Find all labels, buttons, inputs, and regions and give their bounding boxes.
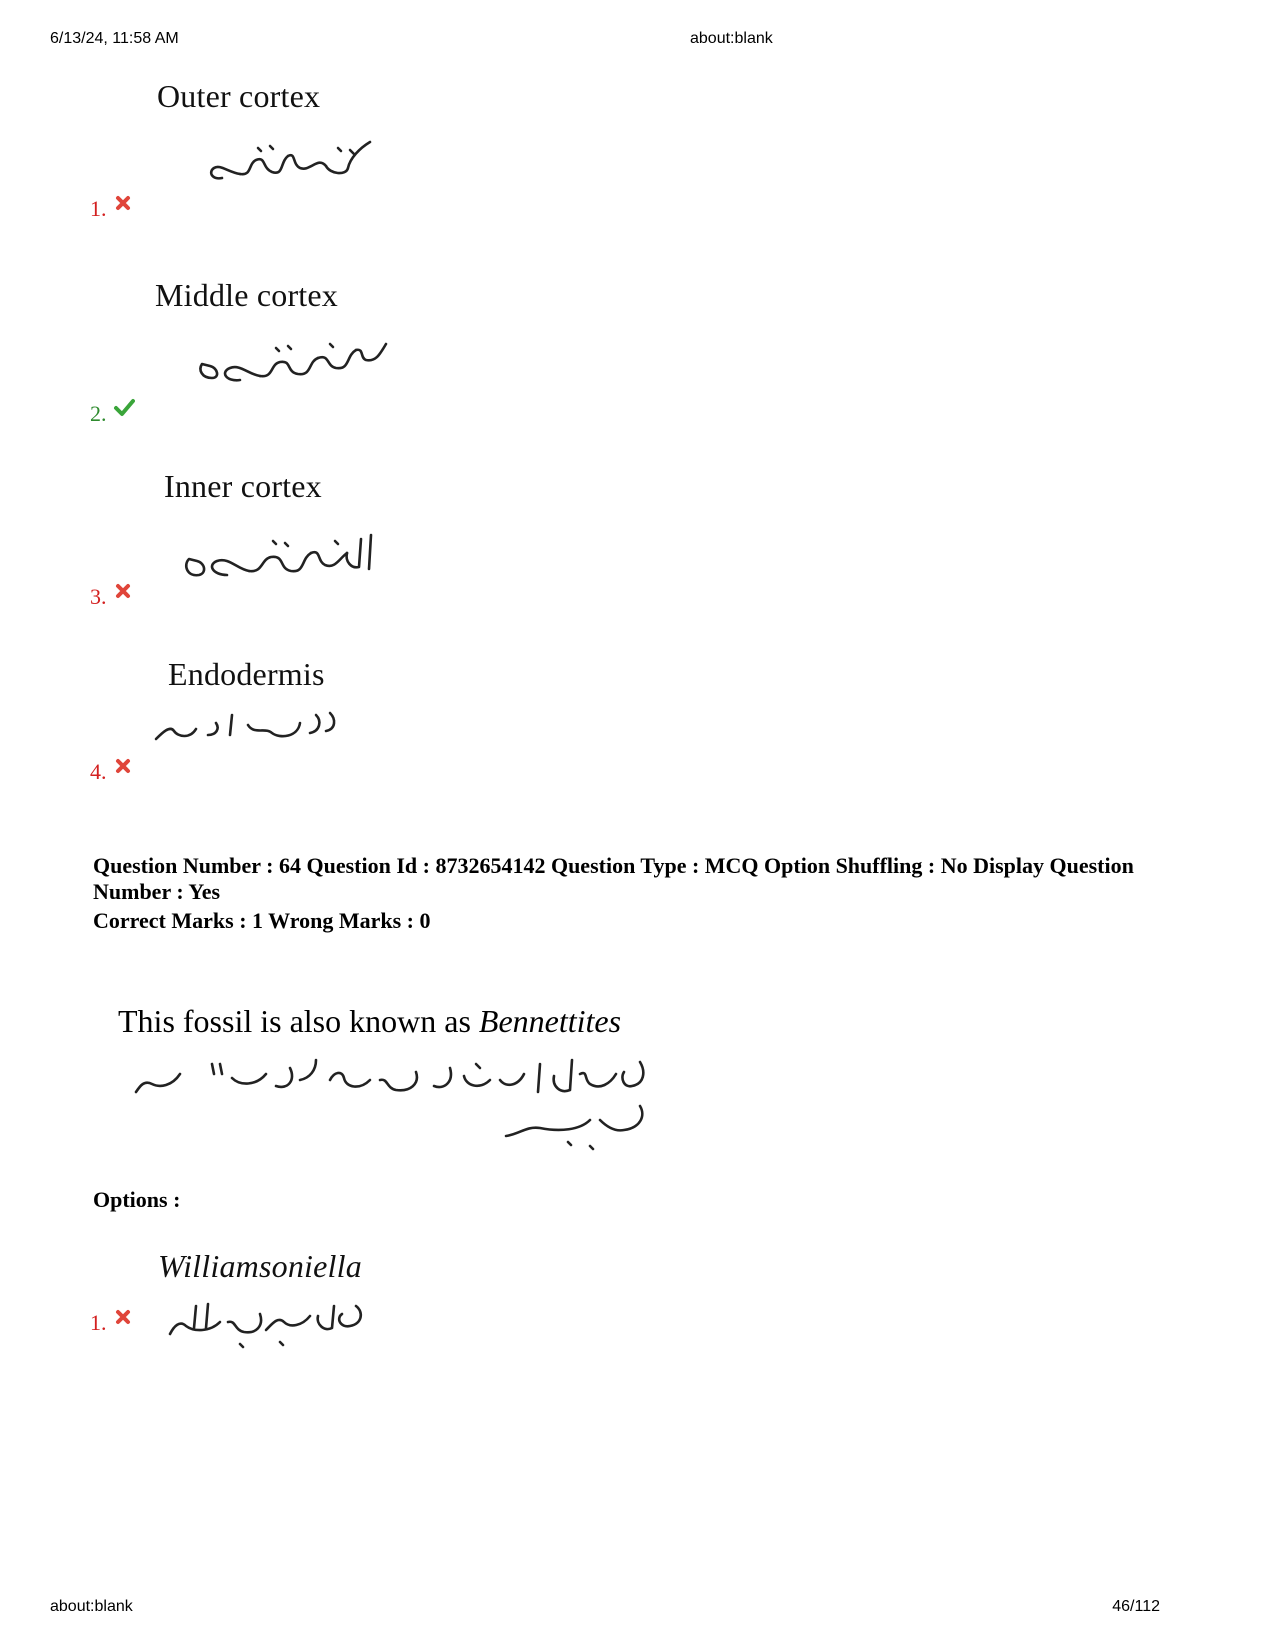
question-text-italic: Bennettites <box>478 1003 622 1039</box>
print-url: about:blank <box>690 30 773 47</box>
option-english-text: Inner cortex <box>164 468 322 504</box>
check-icon <box>113 398 135 418</box>
cross-icon <box>114 582 132 600</box>
cross-icon <box>114 1308 132 1326</box>
question-text <box>118 1003 621 1040</box>
option-number: 1. <box>90 196 107 221</box>
option-english-text: Endodermis <box>168 656 325 692</box>
footer-url: about:blank <box>50 1598 133 1615</box>
question-marks: Correct Marks : 1 Wrong Marks : 0 <box>93 908 431 933</box>
urdu-handwriting-image <box>190 330 400 390</box>
option-english-text: Outer cortex <box>157 78 321 114</box>
question-text-prefix: This fossil is also known as <box>118 1003 479 1039</box>
option-english-text: Williamsoniella <box>158 1248 362 1284</box>
urdu-handwriting-image <box>200 128 380 188</box>
option-number: 2. <box>90 401 107 426</box>
page-number: 46/112 <box>1112 1598 1160 1615</box>
option-english-text: Middle cortex <box>155 277 338 313</box>
urdu-handwriting-image <box>175 525 385 590</box>
option-number: 1. <box>90 1310 107 1335</box>
urdu-handwriting-image <box>150 705 350 750</box>
cross-icon <box>114 757 132 775</box>
options-label: Options : <box>93 1187 181 1212</box>
cross-icon <box>114 194 132 212</box>
urdu-handwriting-image <box>160 1292 375 1352</box>
option-number: 4. <box>90 759 107 784</box>
urdu-handwriting-image <box>120 1050 660 1160</box>
option-number: 3. <box>90 584 107 609</box>
question-meta: Question Number : 64 Question Id : 8732654142 Question Type : MCQ Option Shuffling : No Display Question Number : Yes <box>93 853 1134 904</box>
print-datetime: 6/13/24, 11:58 AM <box>50 30 179 47</box>
